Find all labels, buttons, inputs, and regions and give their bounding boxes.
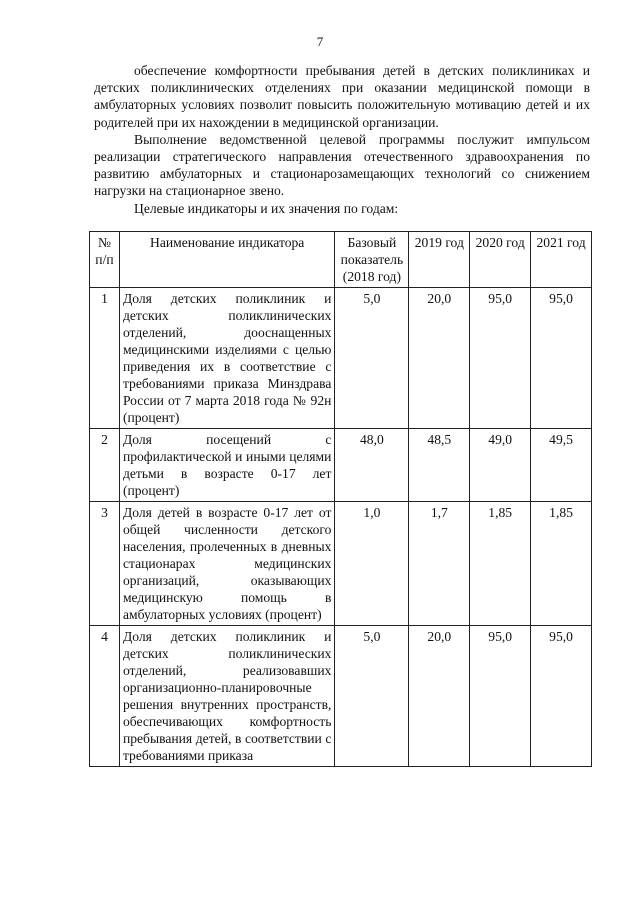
paragraph: Выполнение ведомственной целевой программы послужит импульсом реализации стратегического направления отечественного здравоохранения по развитию амбулаторных и стационарозамещающих технологий со снижением нагрузки на стационарное звено.	[94, 131, 590, 199]
row-base: 5,0	[335, 626, 409, 767]
table-row	[90, 502, 592, 626]
row-base: 5,0	[335, 288, 409, 429]
row-2020: 49,0	[470, 429, 531, 502]
row-2020: 1,85	[470, 502, 531, 626]
header-2019: 2019 год	[409, 232, 470, 288]
row-num: 1	[90, 288, 120, 429]
row-2020: 95,0	[470, 626, 531, 767]
row-num: 2	[90, 429, 120, 502]
row-2019: 20,0	[409, 626, 470, 767]
row-2021: 49,5	[531, 429, 592, 502]
header-base: Базовый показатель (2018 год)	[335, 232, 409, 288]
row-num: 4	[90, 626, 120, 767]
row-name: Доля посещений с профилактической и иными целями детьми в возрасте 0-17 лет (процент)	[119, 429, 334, 502]
header-2020: 2020 год	[470, 232, 531, 288]
row-base: 48,0	[335, 429, 409, 502]
page-number: 7	[316, 34, 324, 49]
row-name: Доля детских поликлиник и детских поликлинических отделений, реализовавших организационно-планировочные решения внутренних пространств, обеспечивающих комфортность пребывания детей, в соответствии с требованиями приказа	[119, 626, 334, 767]
table-header-row	[90, 232, 592, 288]
row-2020: 95,0	[470, 288, 531, 429]
row-2021: 1,85	[531, 502, 592, 626]
paragraph: обеспечение комфортности пребывания детей в детских поликлиниках и детских поликлинических отделениях при оказании медицинской помощи в амбулаторных условиях позволит повысить положительную мотивацию детей и их родителей при их нахождении в медицинской организации.	[94, 63, 590, 130]
table-row	[90, 429, 592, 502]
header-name: Наименование индикатора	[119, 232, 334, 288]
table-row	[90, 288, 592, 429]
row-2019: 20,0	[409, 288, 470, 429]
row-2019: 1,7	[409, 502, 470, 626]
body-text	[94, 62, 590, 217]
table-row	[90, 626, 592, 767]
row-base: 1,0	[335, 502, 409, 626]
header-num: № п/п	[90, 232, 120, 288]
row-name: Доля детских поликлиник и детских поликлинических отделений, дооснащенных медицинскими изделиями с целью приведения их в соответствие с требованиями приказа Минздрава России от 7 марта 2018 года № 92н (процент)	[119, 288, 334, 429]
row-2021: 95,0	[531, 288, 592, 429]
row-2021: 95,0	[531, 626, 592, 767]
row-name: Доля детей в возрасте 0-17 лет от общей численности детского населения, пролеченных в дневных стационарах медицинских организаций, оказывающих медицинскую помощь в амбулаторных условиях (процент)	[119, 502, 334, 626]
indicators-table	[89, 231, 592, 767]
row-num: 3	[90, 502, 120, 626]
header-2021: 2021 год	[531, 232, 592, 288]
table-caption: Целевые индикаторы и их значения по годам:	[134, 200, 399, 216]
row-2019: 48,5	[409, 429, 470, 502]
